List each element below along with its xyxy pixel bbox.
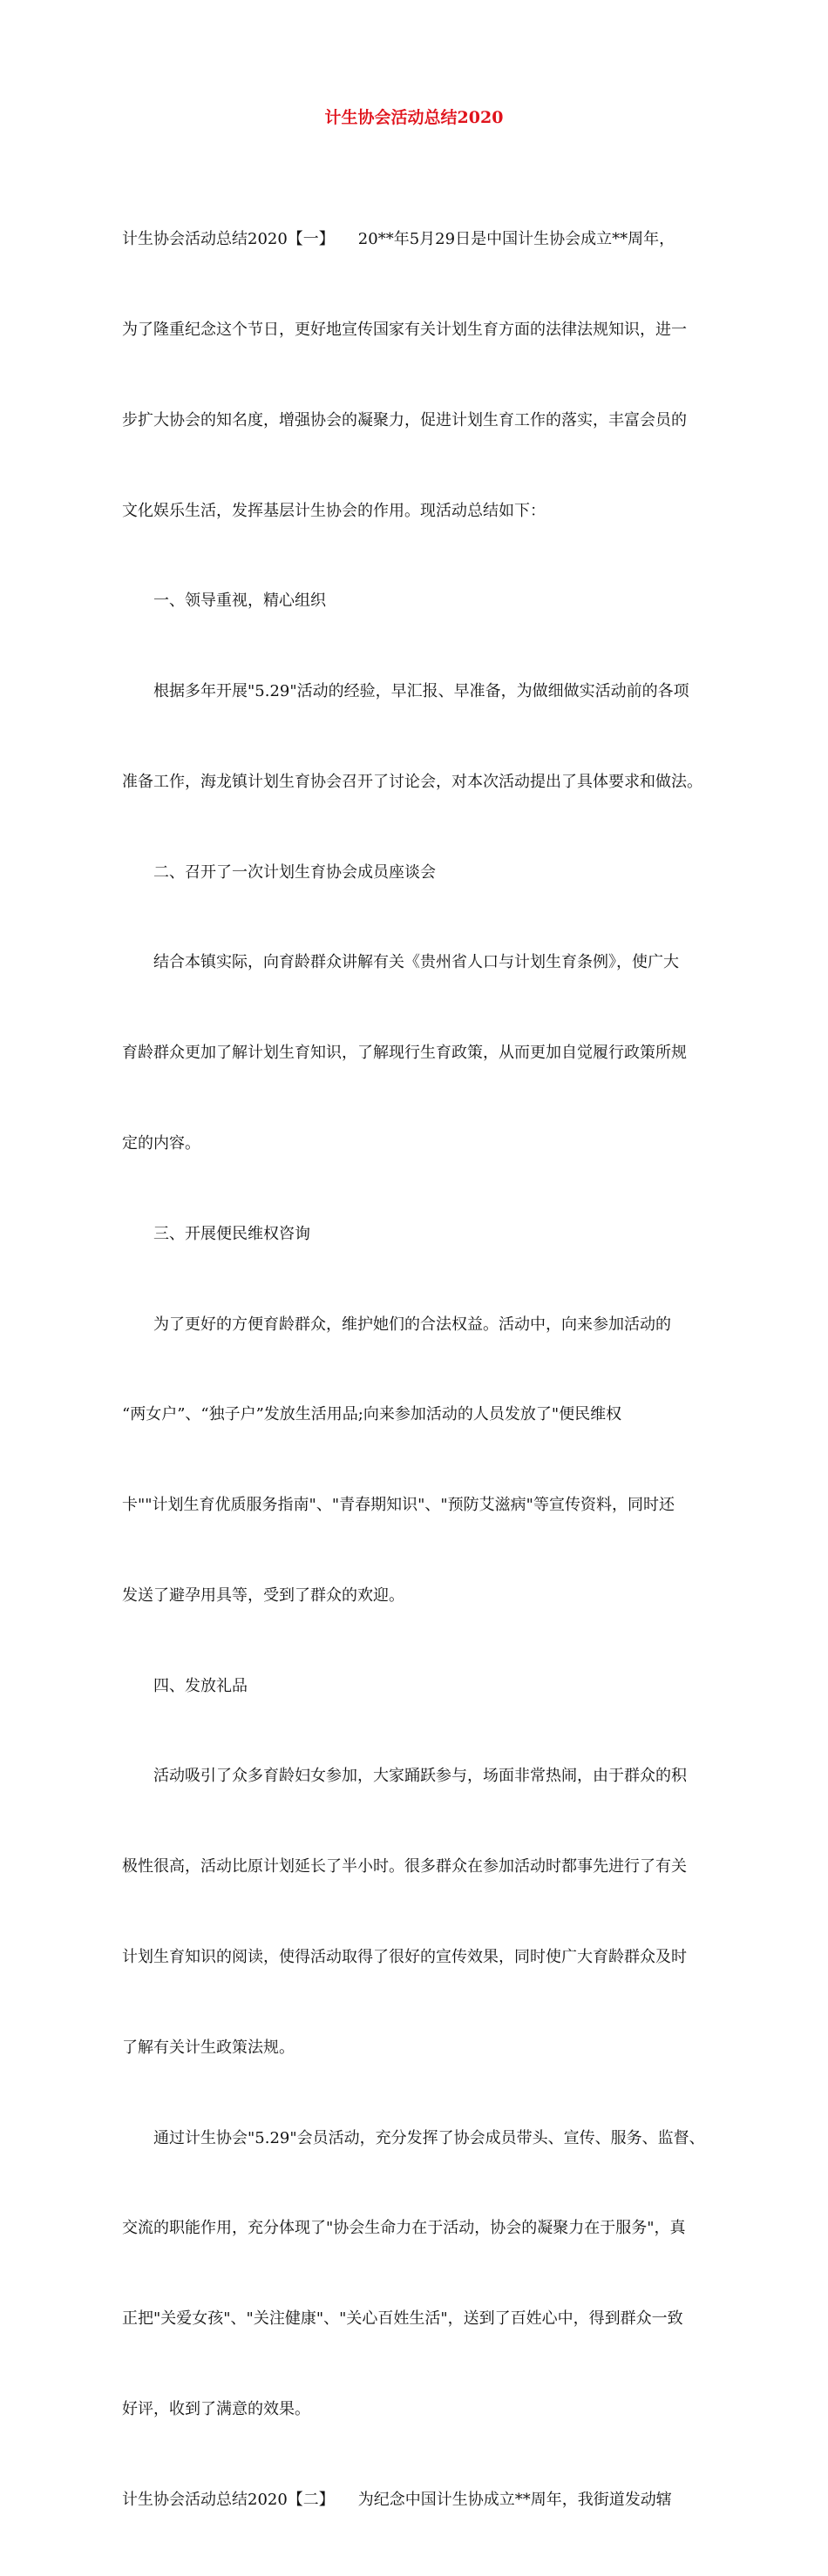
body-line: 步扩大协会的知名度，增强协会的凝聚力，促进计划生育工作的落实，丰富会员的: [122, 410, 687, 429]
body-line: 定的内容。: [122, 1134, 200, 1153]
body-line: 通过计生协会"5.29"会员活动，充分发挥了协会成员带头、宣传、服务、监督、: [153, 2128, 705, 2147]
body-line: 根据多年开展"5.29"活动的经验，早汇报、早准备，为做细做实活动前的各项: [153, 682, 689, 701]
body-line: 好评，收到了满意的效果。: [122, 2399, 310, 2418]
body-line: 卡""计划生育优质服务指南"、"青春期知识"、"预防艾滋病"等宣传资料，同时还: [122, 1496, 675, 1515]
document-body: [122, 165, 723, 2576]
section-heading: 一、领导重视，精心组织: [153, 592, 326, 611]
body-line: “两女户”、“独子户”发放生活用品;向来参加活动的人员发放了"便民维权: [122, 1405, 622, 1424]
body-line: 准备工作，海龙镇计划生育协会召开了讨论会，对本次活动提出了具体要求和做法。: [122, 772, 702, 791]
body-line: 计生协会活动总结2020【二】 为纪念中国计生协成立**周年，我街道发动辖: [122, 2490, 672, 2509]
section-heading: 三、开展便民维权咨询: [153, 1224, 310, 1243]
body-line: 文化娱乐生活，发挥基层计生协会的作用。现活动总结如下：: [122, 501, 546, 520]
body-line: 交流的职能作用，充分体现了"协会生命力在于活动，协会的凝聚力在于服务"，真: [122, 2219, 686, 2238]
body-line: 为了隆重纪念这个节日，更好地宣传国家有关计划生育方面的法律法规知识，进一: [122, 320, 687, 339]
body-line: 了解有关计生政策法规。: [122, 2038, 295, 2057]
body-line: 活动吸引了众多育龄妇女参加，大家踊跃参与，场面非常热闹，由于群众的积: [153, 1767, 687, 1786]
body-line: 正把"关爱女孩"、"关注健康"、"关心百姓生活"，送到了百姓心中，得到群众一致: [122, 2309, 683, 2329]
body-line: 极性很高，活动比原计划延长了半小时。很多群众在参加活动时都事先进行了有关: [122, 1857, 687, 1876]
body-line: 为了更好的方便育龄群众，维护她们的合法权益。活动中，向来参加活动的: [153, 1315, 671, 1334]
section-heading: 二、召开了一次计划生育协会成员座谈会: [153, 862, 436, 882]
body-line: 计生协会活动总结2020【一】 20**年5月29日是中国计生协会成立**周年，: [122, 230, 675, 249]
body-line: 发送了避孕用具等，受到了群众的欢迎。: [122, 1585, 404, 1605]
section-heading: 四、发放礼品: [153, 1676, 248, 1695]
body-line: 育龄群众更加了解计划生育知识，了解现行生育政策，从而更加自觉履行政策所规: [122, 1044, 687, 1063]
document-title: 计生协会活动总结2020: [324, 108, 504, 127]
body-line: 结合本镇实际，向育龄群众讲解有关《贵州省人口与计划生育条例》，使广大: [153, 953, 679, 972]
body-line: 计划生育知识的阅读，使得活动取得了很好的宣传效果，同时使广大育龄群众及时: [122, 1948, 687, 1967]
